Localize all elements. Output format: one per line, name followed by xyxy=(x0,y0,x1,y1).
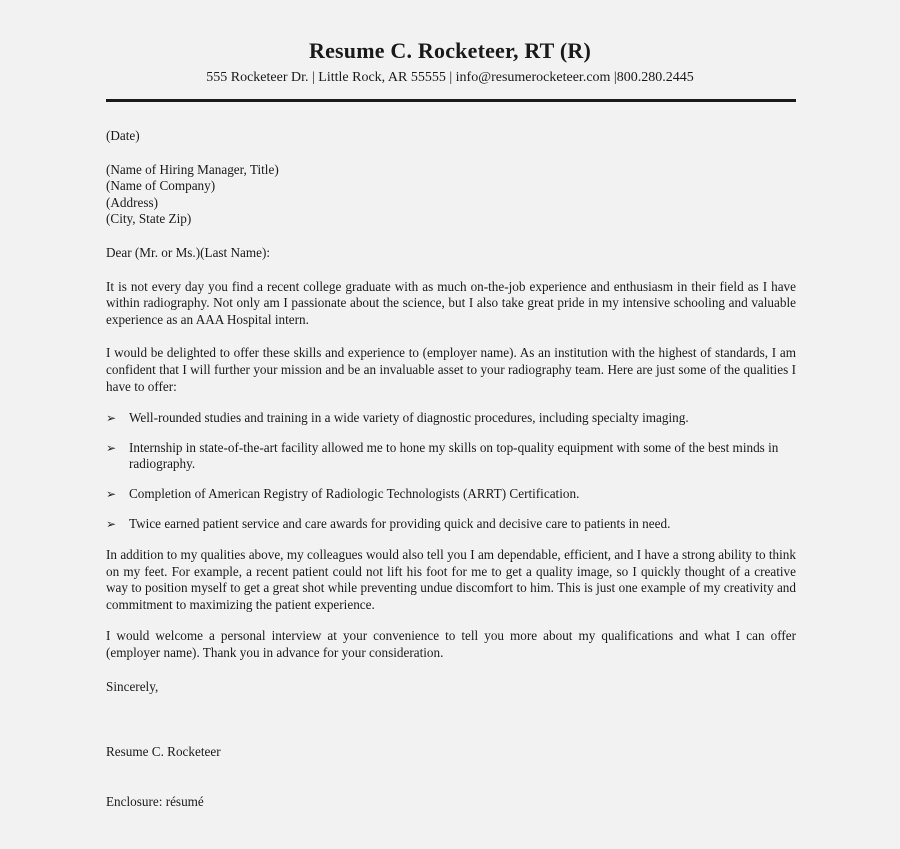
list-item-text: Completion of American Registry of Radiologic Technologists (ARRT) Certification. xyxy=(129,485,580,501)
recipient-block xyxy=(106,162,796,228)
arrow-bullet-icon: ➢ xyxy=(106,516,117,531)
recipient-manager: (Name of Hiring Manager, Title) xyxy=(106,161,279,177)
signature-name: Resume C. Rocketeer xyxy=(106,744,221,760)
recipient-company: (Name of Company) xyxy=(106,178,216,194)
list-item xyxy=(106,486,796,503)
letter-date: (Date) xyxy=(106,128,140,143)
list-item xyxy=(106,410,796,427)
arrow-bullet-icon: ➢ xyxy=(106,440,117,455)
enclosure-note: Enclosure: résumé xyxy=(106,793,204,809)
paragraph-intro: It is not every day you find a recent college graduate with as much on-the-job experience and enthusiasm in their field as I have within radiography. Not only am I passionate about the science, but I also take great pride in my intensive schooling and valuable experience as an AAA Hospital intern. xyxy=(106,278,796,327)
qualities-list xyxy=(106,410,796,532)
sender-name: Resume C. Rocketeer, RT (R) xyxy=(308,38,591,63)
list-item-text: Internship in state-of-the-art facility allowed me to hone my skills on top-quality equipment with some of the best minds in radiography. xyxy=(129,439,779,472)
sender-contact-line: 555 Rocketeer Dr. | Little Rock, AR 55555 | info@resumerocketeer.com |800.280.2445 xyxy=(206,70,694,85)
list-item-text: Twice earned patient service and care awards for providing quick and decisive care to patients in need. xyxy=(129,515,671,531)
list-item xyxy=(106,516,796,533)
paragraph-closing: I would welcome a personal interview at your convenience to tell you more about my qualifications and what I can offer (employer name). Thank you in advance for your consideration. xyxy=(106,628,796,661)
paragraph-offer: I would be delighted to offer these skills and experience to (employer name). As an institution with the highest of standards, I am confident that I will further your mission and be an invaluable asset to your radiography team. Here are just some of the qualities I have to offer: xyxy=(106,345,796,394)
closing: Sincerely, xyxy=(106,678,159,694)
list-item xyxy=(106,440,796,473)
paragraph-colleagues: In addition to my qualities above, my colleagues would also tell you I am dependable, efficient, and I have a strong ability to think on my feet. For example, a recent patient could not lift his foot for me to get a quality image, so I quickly thought of a creative way to position myself to get a great shot while preventing undue discomfort to him. This is just one example of my creativity and commitment to maximizing the patient experience. xyxy=(106,547,796,612)
arrow-bullet-icon: ➢ xyxy=(106,486,117,501)
list-item-text: Well-rounded studies and training in a wide variety of diagnostic procedures, including specialty imaging. xyxy=(129,410,689,426)
letter-body xyxy=(106,128,796,810)
header-divider xyxy=(106,99,796,102)
recipient-address: (Address) xyxy=(106,194,159,210)
salutation: Dear (Mr. or Ms.)(Last Name): xyxy=(106,244,271,260)
recipient-city: (City, State Zip) xyxy=(106,211,192,227)
arrow-bullet-icon: ➢ xyxy=(106,411,117,426)
